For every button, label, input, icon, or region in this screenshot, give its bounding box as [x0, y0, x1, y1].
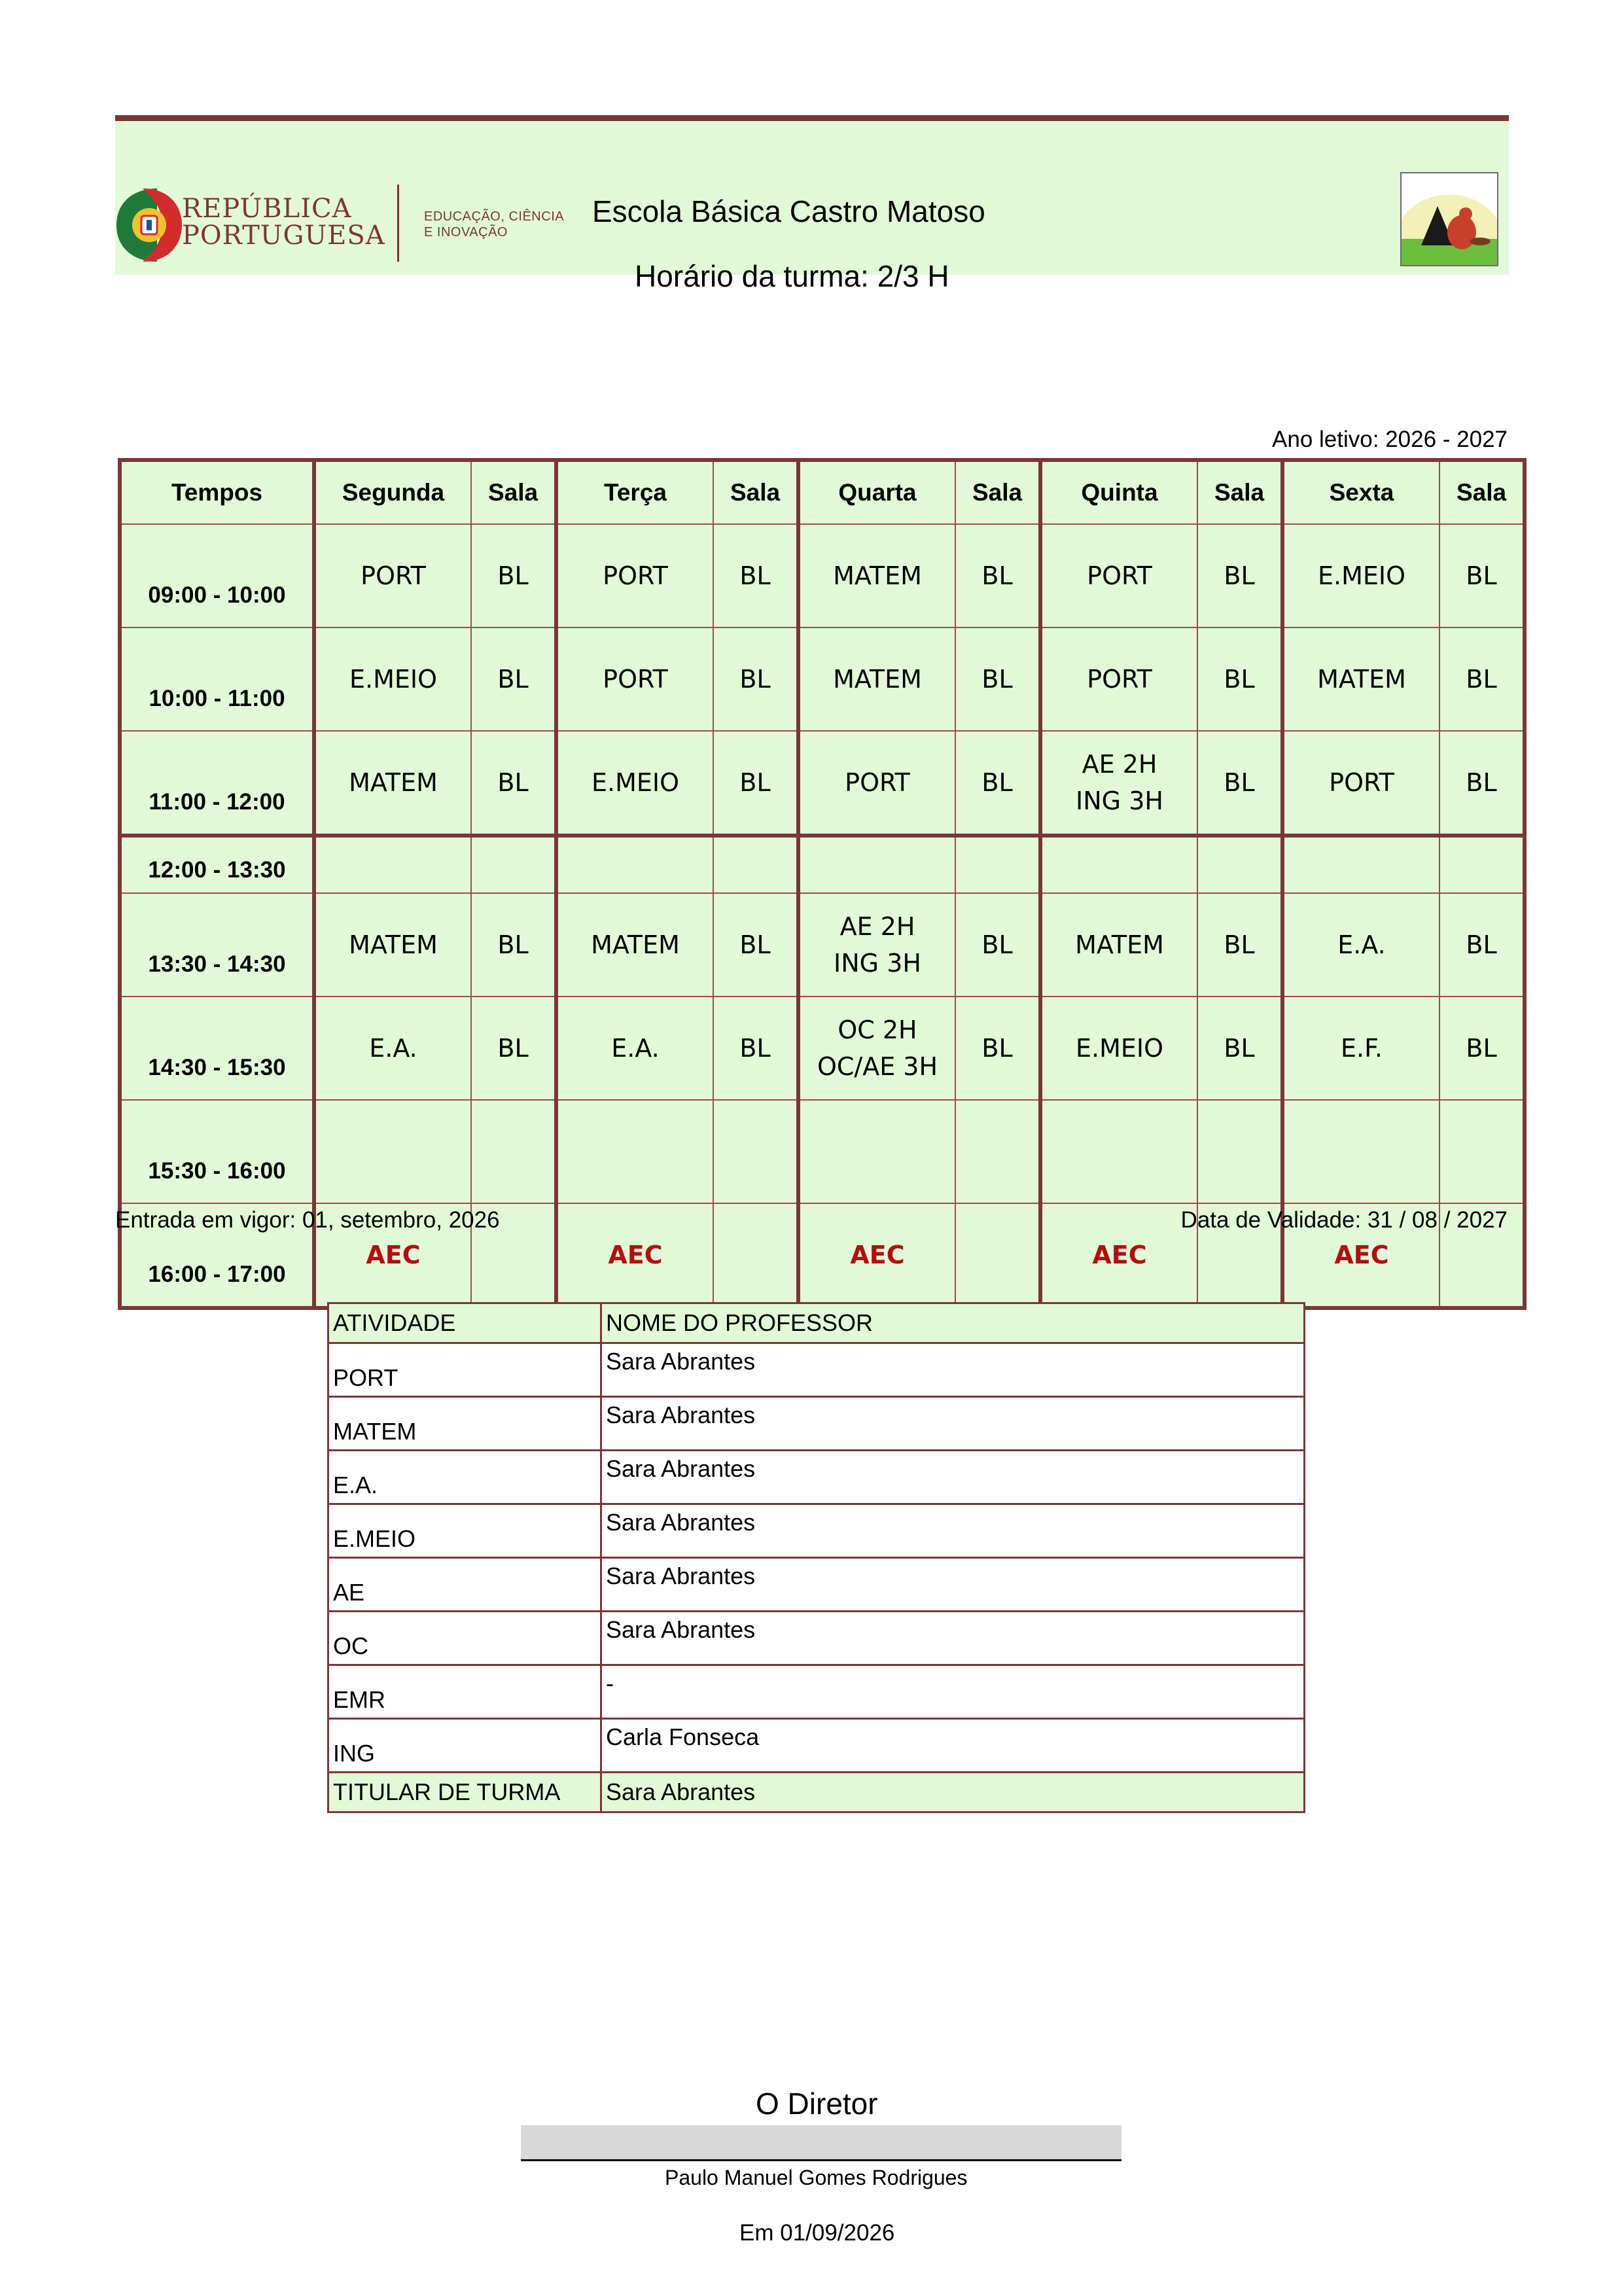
subject-cell	[1282, 524, 1439, 627]
subject-cell	[1040, 836, 1197, 893]
room-cell	[713, 893, 798, 997]
director-name: Paulo Manuel Gomes Rodrigues	[665, 2166, 968, 2189]
subject-cell	[556, 997, 713, 1100]
teacher-name-cell: Carla Fonseca	[601, 1719, 1305, 1773]
subject-cell	[798, 1100, 955, 1203]
room-label: BL	[981, 1034, 1013, 1063]
subject-cell	[798, 731, 955, 836]
subject-cell	[314, 524, 471, 627]
room-cell	[713, 997, 798, 1100]
subject-cell	[1040, 627, 1197, 731]
room-label: BL	[981, 665, 1013, 694]
schedule-row	[120, 1100, 1525, 1203]
time-slot: 15:30 - 16:00	[120, 1100, 314, 1203]
room-cell	[955, 1203, 1040, 1308]
header-sala: Sala	[713, 460, 798, 524]
ministry-line1: EDUCAÇÃO, CIÊNCIA	[424, 209, 565, 224]
room-label: BL	[497, 930, 529, 959]
header-quinta: Quinta	[1040, 460, 1197, 524]
subject-cell	[1282, 836, 1439, 893]
director-title: O Diretor	[756, 2087, 878, 2121]
teacher-name-cell: Sara Abrantes	[601, 1504, 1305, 1558]
teacher-row	[328, 1665, 1305, 1719]
subject-cell	[314, 893, 471, 997]
room-cell	[1439, 836, 1525, 893]
subject-label: E.A.	[369, 1034, 417, 1063]
subject-label: AEC	[1334, 1241, 1389, 1269]
room-label: BL	[739, 665, 771, 694]
room-label: BL	[1466, 930, 1497, 959]
subject-cell	[314, 997, 471, 1100]
subject-label-secondary: OC/AE 3H	[817, 1052, 938, 1081]
room-cell	[1439, 731, 1525, 836]
schedule-row	[120, 731, 1525, 836]
room-cell	[1197, 1100, 1282, 1203]
room-label: BL	[739, 561, 771, 590]
room-cell	[471, 627, 556, 731]
class-teacher-label: TITULAR DE TURMA	[328, 1773, 601, 1812]
room-cell	[955, 1100, 1040, 1203]
room-cell	[1439, 893, 1525, 997]
time-slot: 11:00 - 12:00	[120, 731, 314, 836]
signature-line	[521, 2159, 1121, 2161]
class-teacher-name: Sara Abrantes	[601, 1773, 1305, 1812]
subject-cell	[798, 997, 955, 1100]
gov-name-line2: PORTUGUESA	[182, 221, 385, 251]
teacher-row	[328, 1397, 1305, 1451]
room-cell	[1197, 524, 1282, 627]
teacher-name-cell: Sara Abrantes	[601, 1612, 1305, 1665]
activity-cell: ING	[328, 1719, 601, 1773]
activity-cell: E.A.	[328, 1451, 601, 1504]
activity-cell: MATEM	[328, 1397, 601, 1451]
activity-cell: AE	[328, 1558, 601, 1612]
subject-cell	[556, 1203, 713, 1308]
subject-label: MATEM	[833, 561, 922, 590]
portuguese-republic-emblem-icon	[116, 187, 182, 263]
teacher-row	[328, 1612, 1305, 1665]
effective-date: Entrada em vigor: 01, setembro, 2026	[115, 1207, 500, 1233]
room-label: BL	[1224, 665, 1255, 694]
time-slot: 13:30 - 14:30	[120, 893, 314, 997]
subject-cell	[798, 524, 955, 627]
activity-cell: PORT	[328, 1343, 601, 1397]
room-cell	[1439, 627, 1525, 731]
room-cell	[955, 524, 1040, 627]
subject-label: MATEM	[833, 665, 922, 694]
room-label: BL	[1466, 768, 1497, 797]
schedule-row	[120, 627, 1525, 731]
room-cell	[1197, 997, 1282, 1100]
subject-label: AEC	[366, 1241, 421, 1269]
subject-label: MATEM	[1075, 930, 1164, 959]
time-slot: 16:00 - 17:00	[120, 1203, 314, 1308]
header-tempos: Tempos	[120, 460, 314, 524]
teachers-table	[327, 1302, 1305, 1813]
room-cell	[471, 893, 556, 997]
room-cell	[1197, 627, 1282, 731]
subject-cell	[798, 893, 955, 997]
subject-label: AE 2H	[1082, 750, 1157, 779]
subject-label: AEC	[850, 1241, 905, 1269]
subject-cell	[556, 731, 713, 836]
room-cell	[471, 524, 556, 627]
room-label: BL	[981, 930, 1013, 959]
subject-cell	[556, 627, 713, 731]
room-cell	[471, 836, 556, 893]
gov-divider	[397, 185, 399, 262]
room-label: BL	[1224, 1034, 1255, 1063]
subject-label: MATEM	[1317, 665, 1406, 694]
signature-area	[521, 2125, 1121, 2159]
schedule-row	[120, 893, 1525, 997]
subject-cell	[1040, 893, 1197, 997]
room-label: BL	[739, 1034, 771, 1063]
school-beaver-logo-icon	[1400, 172, 1498, 266]
subject-cell	[798, 836, 955, 893]
schedule-row	[120, 524, 1525, 627]
room-label: BL	[497, 1034, 529, 1063]
room-label: BL	[1224, 768, 1255, 797]
room-label: BL	[1466, 665, 1497, 694]
ministry-line2: E INOVAÇÃO	[424, 225, 508, 239]
subject-label: PORT	[1087, 561, 1152, 590]
room-cell	[713, 627, 798, 731]
subject-cell	[556, 1100, 713, 1203]
time-slot: 10:00 - 11:00	[120, 627, 314, 731]
header-sexta: Sexta	[1282, 460, 1439, 524]
room-cell	[1439, 997, 1525, 1100]
room-cell	[471, 997, 556, 1100]
activity-column-header: ATIVIDADE	[328, 1303, 601, 1343]
subject-label: PORT	[603, 665, 668, 694]
header-sala: Sala	[1439, 460, 1525, 524]
subject-cell	[798, 1203, 955, 1308]
room-cell	[713, 1100, 798, 1203]
subject-cell	[556, 836, 713, 893]
class-teacher-row	[328, 1773, 1305, 1812]
subject-cell	[314, 1100, 471, 1203]
school-name: Escola Básica Castro Matoso	[592, 194, 985, 228]
room-label: BL	[497, 768, 529, 797]
room-label: BL	[981, 768, 1013, 797]
subject-label: MATEM	[349, 930, 438, 959]
teacher-column-header: NOME DO PROFESSOR	[601, 1303, 1305, 1343]
room-label: BL	[1224, 561, 1255, 590]
teacher-row	[328, 1343, 1305, 1397]
subject-label: E.A.	[1337, 930, 1386, 959]
subject-cell	[1282, 893, 1439, 997]
time-slot: 12:00 - 13:30	[120, 836, 314, 893]
subject-cell	[556, 893, 713, 997]
subject-label-secondary: ING 3H	[834, 949, 921, 978]
room-cell	[713, 731, 798, 836]
subject-label: AEC	[608, 1241, 663, 1269]
room-cell	[471, 731, 556, 836]
subject-label: MATEM	[591, 930, 680, 959]
teacher-row	[328, 1558, 1305, 1612]
subject-cell	[1282, 997, 1439, 1100]
activity-cell: OC	[328, 1612, 601, 1665]
subject-label: AEC	[1092, 1241, 1147, 1269]
subject-cell	[556, 524, 713, 627]
teacher-name-cell: -	[601, 1665, 1305, 1719]
subject-cell	[1040, 1203, 1197, 1308]
subject-label: E.A.	[611, 1034, 660, 1063]
gov-name-line1: REPÚBLICA	[182, 194, 352, 224]
teachers-header-row	[328, 1303, 1305, 1343]
room-cell	[1197, 836, 1282, 893]
subject-cell	[1040, 731, 1197, 836]
room-cell	[713, 524, 798, 627]
room-cell	[955, 731, 1040, 836]
subject-cell	[1040, 1100, 1197, 1203]
subject-cell	[314, 627, 471, 731]
header-sala: Sala	[955, 460, 1040, 524]
subject-label: AE 2H	[839, 912, 915, 941]
subject-label: MATEM	[349, 768, 438, 797]
teacher-name-cell: Sara Abrantes	[601, 1343, 1305, 1397]
room-cell	[955, 997, 1040, 1100]
subject-cell	[1282, 627, 1439, 731]
room-cell	[1197, 893, 1282, 997]
time-slot: 14:30 - 15:30	[120, 997, 314, 1100]
header-segunda: Segunda	[314, 460, 471, 524]
teacher-name-cell: Sara Abrantes	[601, 1397, 1305, 1451]
validity-date: Data de Validade: 31 / 08 / 2027	[1180, 1207, 1508, 1233]
subject-label: E.MEIO	[591, 768, 679, 797]
activity-cell: E.MEIO	[328, 1504, 601, 1558]
header-sala: Sala	[471, 460, 556, 524]
subject-label: PORT	[361, 561, 426, 590]
subject-label: PORT	[1087, 665, 1152, 694]
subject-label: E.MEIO	[1075, 1034, 1163, 1063]
subject-cell	[798, 627, 955, 731]
school-year: Ano letivo: 2026 - 2027	[1272, 427, 1508, 452]
time-slot: 09:00 - 10:00	[120, 524, 314, 627]
room-label: BL	[497, 561, 529, 590]
room-label: BL	[739, 768, 771, 797]
schedule-header-row	[120, 460, 1525, 524]
room-label: BL	[497, 665, 529, 694]
schedule-row	[120, 836, 1525, 893]
header-sala: Sala	[1197, 460, 1282, 524]
signature-date: Em 01/09/2026	[739, 2220, 895, 2246]
room-label: BL	[981, 561, 1013, 590]
subject-label: PORT	[845, 768, 910, 797]
subject-cell	[1040, 997, 1197, 1100]
subject-label: OC 2H	[838, 1016, 917, 1044]
room-cell	[1197, 731, 1282, 836]
subject-cell	[1040, 524, 1197, 627]
subject-label: E.MEIO	[349, 665, 437, 694]
room-cell	[1439, 1100, 1525, 1203]
subject-label: E.F.	[1341, 1034, 1383, 1063]
subject-cell	[1282, 1100, 1439, 1203]
teacher-name-cell: Sara Abrantes	[601, 1451, 1305, 1504]
room-cell	[955, 627, 1040, 731]
room-cell	[1439, 524, 1525, 627]
subject-label: PORT	[603, 561, 668, 590]
teacher-row	[328, 1504, 1305, 1558]
room-cell	[955, 893, 1040, 997]
room-cell	[955, 836, 1040, 893]
schedule-row	[120, 997, 1525, 1100]
teacher-name-cell: Sara Abrantes	[601, 1558, 1305, 1612]
room-cell	[713, 836, 798, 893]
teacher-row	[328, 1451, 1305, 1504]
room-label: BL	[1224, 930, 1255, 959]
activity-cell: EMR	[328, 1665, 601, 1719]
room-cell	[713, 1203, 798, 1308]
subject-cell	[314, 836, 471, 893]
subject-cell	[314, 731, 471, 836]
subject-label-secondary: ING 3H	[1076, 786, 1163, 815]
subject-cell	[1282, 731, 1439, 836]
room-label: BL	[739, 930, 771, 959]
subject-label: E.MEIO	[1317, 561, 1405, 590]
class-schedule-title: Horário da turma: 2/3 H	[635, 259, 949, 293]
header-quarta: Quarta	[798, 460, 955, 524]
room-label: BL	[1466, 1034, 1497, 1063]
schedule-table	[118, 458, 1527, 1310]
room-cell	[471, 1100, 556, 1203]
teacher-row	[328, 1719, 1305, 1773]
header-top-rule	[115, 115, 1509, 121]
room-label: BL	[1466, 561, 1497, 590]
subject-label: PORT	[1329, 768, 1394, 797]
header-terca: Terça	[556, 460, 713, 524]
